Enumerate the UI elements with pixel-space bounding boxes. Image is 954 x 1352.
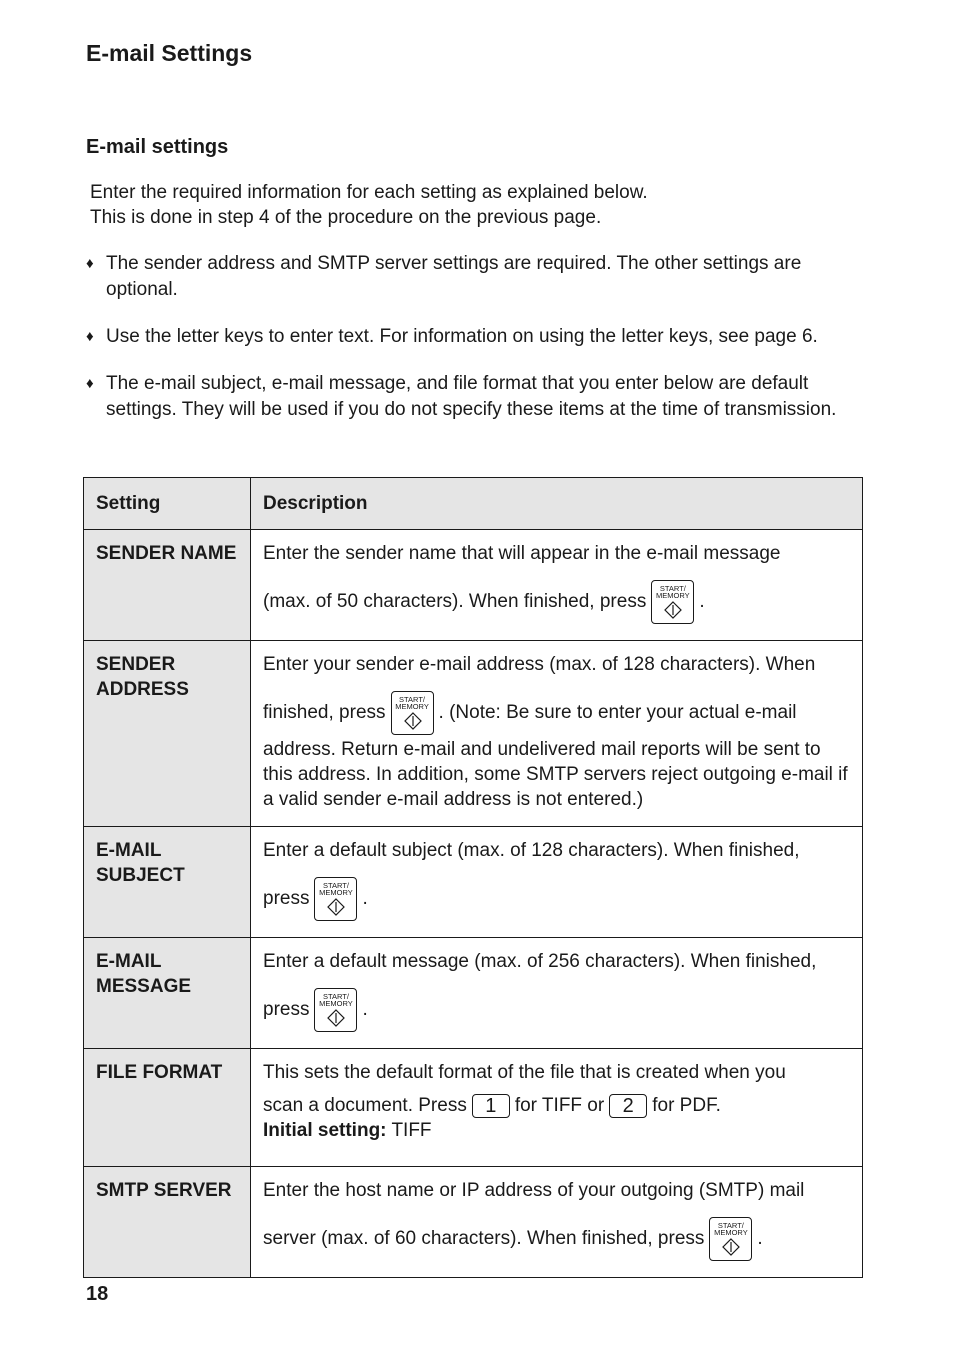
description-text: . (Note: Be sure to enter your actual e-mail — [438, 702, 797, 724]
page-number: 18 — [86, 1283, 109, 1305]
setting-name-cell: E-MAIL SUBJECT — [84, 827, 251, 938]
description-text: finished, press — [263, 702, 386, 724]
key-label: MEMORY — [319, 888, 353, 897]
setting-name-cell: E-MAIL MESSAGE — [84, 938, 251, 1049]
key-label: START/ — [322, 992, 349, 1001]
start-memory-key-icon — [314, 988, 357, 1032]
table-row — [84, 827, 863, 938]
start-memory-key-icon — [651, 580, 694, 624]
intro-line: Enter the required information for each setting as explained below. — [90, 182, 648, 203]
column-header-setting: Setting — [84, 478, 251, 530]
setting-name-cell: FILE FORMAT — [84, 1049, 251, 1167]
description-text: Enter your sender e-mail address (max. of 128 characters). When — [263, 654, 816, 675]
start-memory-key-icon — [709, 1217, 752, 1261]
settings-table — [83, 477, 863, 1278]
description-text: Enter a default subject (max. of 128 characters). When finished, — [263, 840, 800, 861]
bullet-item — [86, 324, 876, 350]
column-header-description: Description — [251, 478, 863, 530]
key-label: START/ — [322, 881, 349, 890]
bullet-diamond-icon: ♦ — [86, 328, 94, 345]
bullet-diamond-icon: ♦ — [86, 255, 94, 272]
table-row — [84, 530, 863, 641]
description-text: (max. of 50 characters). When finished, press — [263, 591, 647, 613]
setting-name-cell: SENDER NAME — [84, 530, 251, 641]
start-diamond-icon — [404, 712, 422, 730]
description-key-line — [263, 1093, 850, 1118]
description-text: press — [263, 999, 310, 1021]
description-cell — [251, 827, 863, 938]
description-text: for TIFF or — [514, 1095, 605, 1116]
table-row — [84, 1049, 863, 1167]
description-text: server (max. of 60 characters). When finished, press — [263, 1228, 705, 1250]
start-diamond-icon — [327, 1009, 345, 1027]
key-label: MEMORY — [714, 1228, 748, 1237]
page-subtitle: E-mail settings — [86, 136, 229, 158]
key-label: START/ — [717, 1221, 744, 1230]
intro-text — [90, 180, 890, 230]
bullet-item — [86, 251, 876, 303]
key-label: START/ — [399, 695, 425, 704]
description-text: Enter the sender name that will appear in the e-mail message — [263, 543, 781, 564]
bullet-text: The sender address and SMTP server settings are required. The other settings are optional. — [106, 253, 802, 300]
description-text: scan a document. Press — [263, 1095, 467, 1116]
key-label: MEMORY — [319, 999, 353, 1008]
description-cell — [251, 1167, 863, 1278]
description-text: press — [263, 888, 310, 910]
intro-line: This is done in step 4 of the procedure on the previous page. — [90, 207, 602, 228]
description-key-line — [263, 1217, 850, 1261]
table-row — [84, 938, 863, 1049]
description-text: . — [757, 1228, 763, 1250]
table-row — [84, 1167, 863, 1278]
start-memory-key-icon — [391, 691, 434, 735]
key-label: MEMORY — [395, 702, 429, 711]
description-text: address. Return e-mail and undelivered mail reports will be sent to this address. In addition, some SMTP servers reject outgoing e-mail if a valid sender e-mail address is not entered.) — [263, 739, 848, 810]
initial-setting-label: Initial setting: — [263, 1120, 387, 1141]
description-key-line — [263, 877, 850, 921]
bullet-text: Use the letter keys to enter text. For information on using the letter keys, see page 6. — [106, 326, 818, 347]
description-text: . — [362, 888, 368, 910]
description-text: Enter the host name or IP address of your outgoing (SMTP) mail — [263, 1180, 805, 1201]
description-text: . — [362, 999, 368, 1021]
initial-setting — [263, 1118, 850, 1143]
description-text: for PDF. — [652, 1095, 721, 1116]
description-cell — [251, 641, 863, 827]
number-key-1-icon: 1 — [472, 1094, 510, 1118]
section-title: E-mail Settings — [86, 40, 253, 66]
description-key-line — [263, 691, 850, 735]
setting-name-cell: SMTP SERVER — [84, 1167, 251, 1278]
bullet-item — [86, 371, 876, 423]
bullet-text: The e-mail subject, e-mail message, and file format that you enter below are default settings. They will be used if you do not specify these items at the time of transmission. — [106, 373, 837, 420]
start-diamond-icon — [664, 601, 682, 619]
description-cell — [251, 938, 863, 1049]
description-text: Enter a default message (max. of 256 characters). When finished, — [263, 951, 817, 972]
setting-name-cell: SENDER ADDRESS — [84, 641, 251, 827]
initial-setting-value: TIFF — [391, 1120, 432, 1141]
start-diamond-icon — [722, 1238, 740, 1256]
bullet-diamond-icon: ♦ — [86, 375, 94, 392]
table-header-row — [84, 478, 863, 530]
description-cell — [251, 1049, 863, 1167]
number-key-2-icon: 2 — [609, 1094, 647, 1118]
key-label: MEMORY — [656, 591, 690, 600]
description-key-line — [263, 580, 850, 624]
description-text: . — [699, 591, 705, 613]
description-key-line — [263, 988, 850, 1032]
description-cell — [251, 530, 863, 641]
start-memory-key-icon — [314, 877, 357, 921]
start-diamond-icon — [327, 898, 345, 916]
description-text: This sets the default format of the file that is created when you — [263, 1062, 786, 1083]
table-row — [84, 641, 863, 827]
key-label: START/ — [659, 584, 686, 593]
